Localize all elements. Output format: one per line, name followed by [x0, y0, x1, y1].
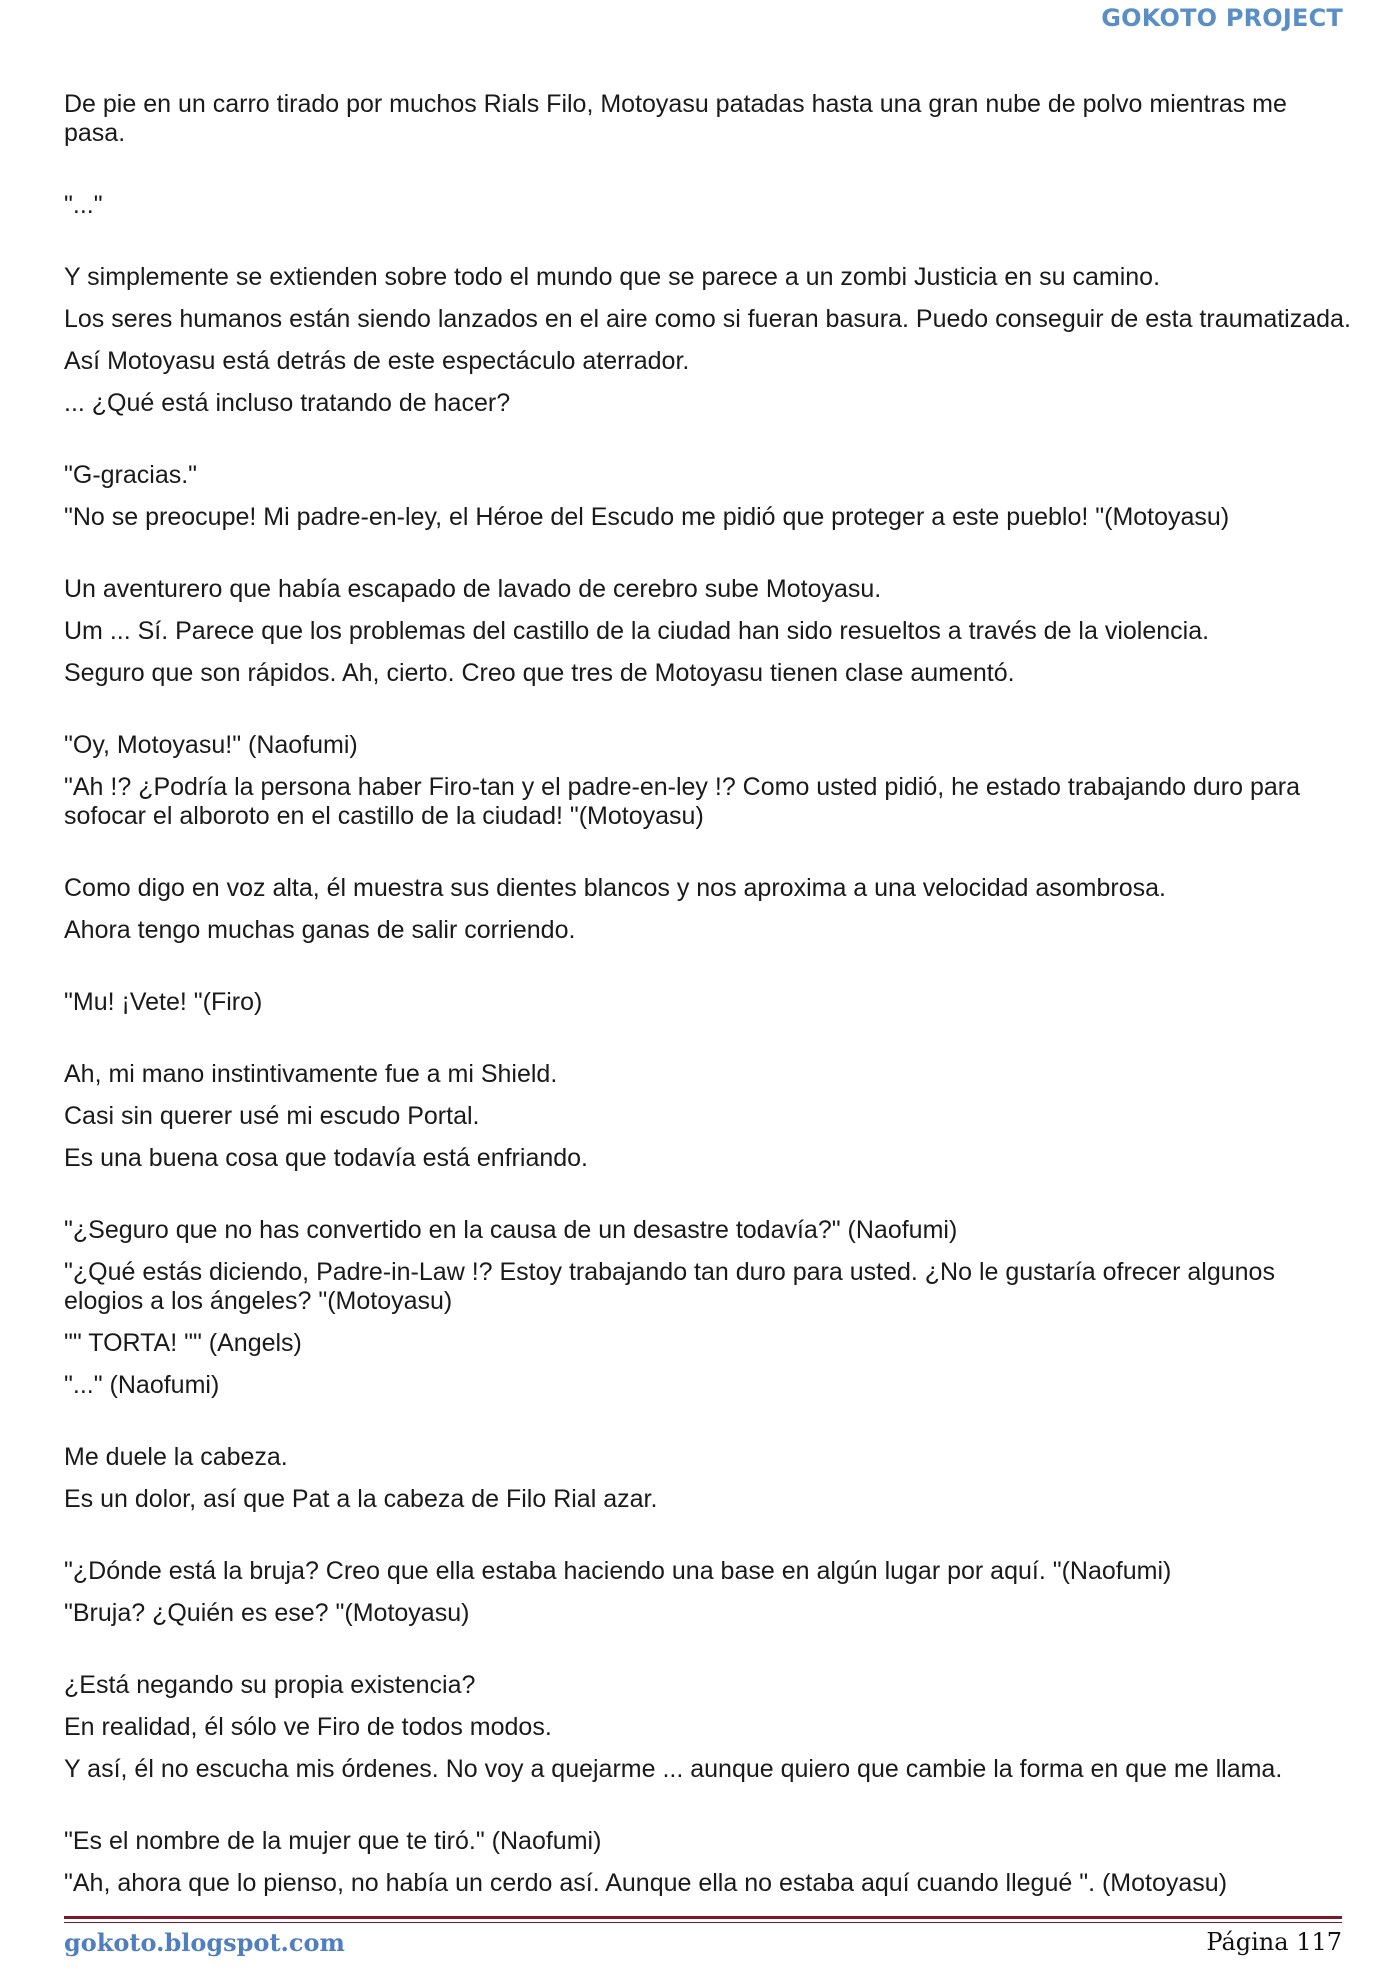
paragraph: ... ¿Qué está incluso tratando de hacer?: [64, 389, 511, 417]
paragraph: "" TORTA! "" (Angels): [64, 1329, 302, 1357]
paragraph: "Bruja? ¿Quién es ese? "(Motoyasu): [64, 1599, 470, 1627]
paragraph: En realidad, él sólo ve Firo de todos modos.: [64, 1713, 552, 1741]
paragraph: Es un dolor, así que Pat a la cabeza de Filo Rial azar.: [64, 1485, 658, 1513]
paragraph: "¿Dónde está la bruja? Creo que ella estaba haciendo una base en algún lugar por aquí. "(Naofumi): [64, 1557, 1172, 1585]
paragraph: "Mu! ¡Vete! "(Firo): [64, 988, 263, 1016]
paragraph: "No se preocupe! Mi padre-en-ley, el Héroe del Escudo me pidió que proteger a este pueblo! "(Motoyasu): [64, 503, 1230, 531]
paragraph: "¿Qué estás diciendo, Padre-in-Law !? Estoy trabajando tan duro para usted. ¿No le gustaría ofrecer algunos elogios a los ángeles? "(Motoyasu): [64, 1258, 1275, 1315]
footer-divider-thin: [64, 1922, 1342, 1923]
paragraph: Es una buena cosa que todavía está enfriando.: [64, 1144, 588, 1172]
paragraph: Un aventurero que había escapado de lavado de cerebro sube Motoyasu.: [64, 575, 882, 603]
paragraph: Y así, él no escucha mis órdenes. No voy a quejarme ... aunque quiero que cambie la forma en que me llama.: [64, 1755, 1283, 1783]
paragraph: De pie en un carro tirado por muchos Rials Filo, Motoyasu patadas hasta una gran nube de polvo mientras me pasa.: [64, 90, 1287, 147]
paragraph: Ah, mi mano instintivamente fue a mi Shield.: [64, 1060, 558, 1088]
paragraph: Y simplemente se extienden sobre todo el mundo que se parece a un zombi Justicia en su camino.: [64, 263, 1161, 291]
paragraph: "G-gracias.": [64, 461, 198, 489]
paragraph: Así Motoyasu está detrás de este espectáculo aterrador.: [64, 347, 690, 375]
paragraph: "..." (Naofumi): [64, 1371, 220, 1399]
paragraph: Um ... Sí. Parece que los problemas del castillo de la ciudad han sido resueltos a través de la violencia.: [64, 617, 1210, 645]
paragraph: "Oy, Motoyasu!" (Naofumi): [64, 731, 358, 759]
footer-divider-thick: [64, 1916, 1342, 1919]
paragraph: "Ah !? ¿Podría la persona haber Firo-tan y el padre-en-ley !? Como usted pidió, he estado trabajando duro para sofocar el alboroto en el castillo de la ciudad! "(Motoyasu): [64, 773, 1300, 830]
paragraph: Seguro que son rápidos. Ah, cierto. Creo que tres de Motoyasu tienen clase aumentó.: [64, 659, 1015, 687]
paragraph: ¿Está negando su propia existencia?: [64, 1671, 476, 1699]
footer-site-url[interactable]: gokoto.blogspot.com: [64, 1928, 345, 1957]
paragraph: Me duele la cabeza.: [64, 1443, 288, 1471]
document-body: [64, 90, 1354, 1911]
footer-page-number: Página 117: [1206, 1928, 1342, 1956]
paragraph: "...": [64, 191, 103, 219]
paragraph: "Es el nombre de la mujer que te tiró." (Naofumi): [64, 1827, 602, 1855]
paragraph: "¿Seguro que no has convertido en la causa de un desastre todavía?" (Naofumi): [64, 1216, 958, 1244]
page-header-title: GOKOTO PROJECT: [1101, 4, 1343, 32]
paragraph: Los seres humanos están siendo lanzados en el aire como si fueran basura. Puedo conseguir de esta traumatizada.: [64, 305, 1351, 333]
paragraph: "Ah, ahora que lo pienso, no había un cerdo así. Aunque ella no estaba aquí cuando llegué ". (Motoyasu): [64, 1869, 1228, 1897]
paragraph: Ahora tengo muchas ganas de salir corriendo.: [64, 916, 576, 944]
paragraph: Casi sin querer usé mi escudo Portal.: [64, 1102, 480, 1130]
paragraph: Como digo en voz alta, él muestra sus dientes blancos y nos aproxima a una velocidad asombrosa.: [64, 874, 1166, 902]
